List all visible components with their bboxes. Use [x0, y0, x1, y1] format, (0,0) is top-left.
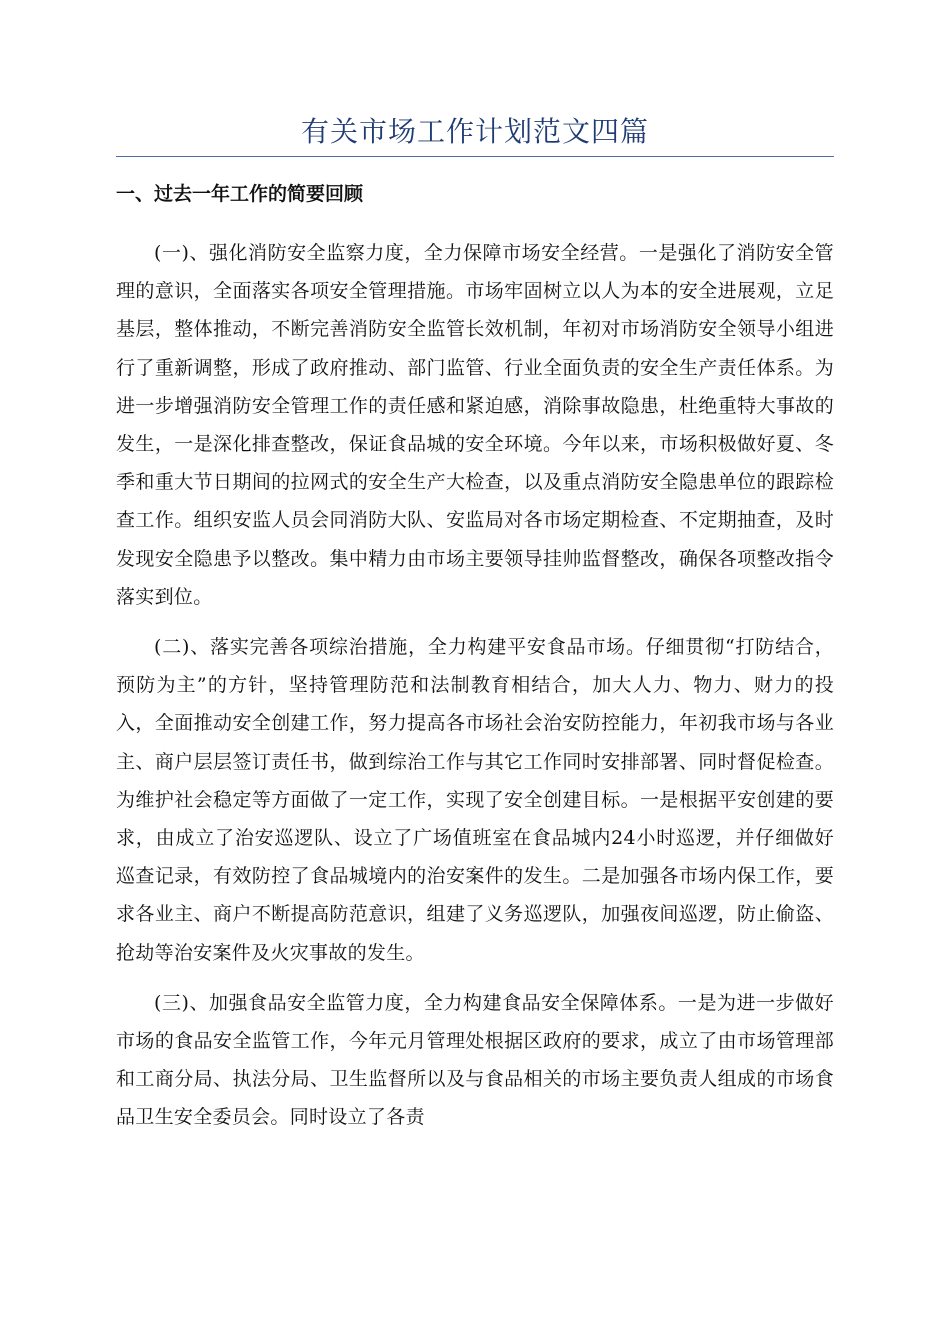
paragraph-3: (三)、加强食品安全监管力度，全力构建食品安全保障体系。一是为进一步做好市场的食品安全监管工作，今年元月管理处根据区政府的要求，成立了由市场管理部和工商分局、执法分局、卫生监督所以及与食品相关的市场主要负责人组成的市场食品卫生安全委员会。同时设立了各责 — [116, 991, 834, 1129]
document-body — [116, 174, 834, 1149]
paragraph-1: (一)、强化消防安全监察力度，全力保障市场安全经营。一是强化了消防安全管理的意识，全面落实各项安全管理措施。市场牢固树立以人为本的安全进展观，立足基层，整体推动，不断完善消防安全监管长效机制，年初对市场消防安全领导小组进行了重新调整，形成了政府推动、部门监管、行业全面负责的安全生产责任体系。为进一步增强消防安全管理工作的责任感和紧迫感，消除事故隐患，杜绝重特大事故的发生，一是深化排查整改，保证食品城的安全环境。今年以来，市场积极做好夏、冬季和重大节日期间的拉网式的安全生产大检查，以及重点消防安全隐患单位的跟踪检查工作。组织安监人员会同消防大队、安监局对各市场定期检查、不定期抽查，及时发现安全隐患予以整改。集中精力由市场主要领导挂帅监督整改，确保各项整改指令落实到位。 — [116, 242, 834, 608]
title-block — [116, 108, 834, 157]
paragraph-2: (二)、落实完善各项综治措施，全力构建平安食品市场。仔细贯彻“打防结合，预防为主”的方针，坚持管理防范和法制教育相结合，加大人力、物力、财力的投入，全面推动安全创建工作，努力提高各市场社会治安防控能力，年初我市场与各业主、商户层层签订责任书，做到综治工作与其它工作同时安排部署、同时督促检查。为维护社会稳定等方面做了一定工作，实现了安全创建目标。一是根据平安创建的要求，由成立了治安巡逻队、设立了广场值班室在食品城内24小时巡逻，并仔细做好巡查记录，有效防控了食品城境内的治安案件的发生。二是加强各市场内保工作，要求各业主、商户不断提高防范意识，组建了义务巡逻队，加强夜间巡逻，防止偷盗、抢劫等治安案件及火灾事故的发生。 — [116, 636, 834, 964]
section-heading: 一、过去一年工作的简要回顾 — [116, 183, 364, 205]
document-title: 有关市场工作计划范文四篇 — [300, 115, 649, 148]
